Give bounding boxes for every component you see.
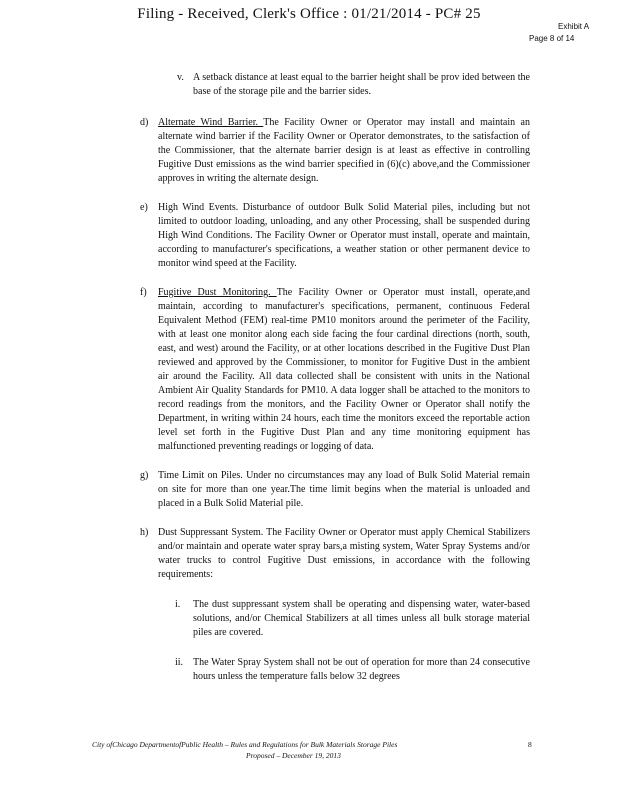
- item-label: h): [140, 527, 149, 538]
- item-text: A setback distance at least equal to the barrier height shall be prov ided between the base of the storage pile and the barrier sides.: [193, 72, 530, 97]
- item-title: Alternate Wind Barrier.: [158, 117, 264, 128]
- item-g: [140, 469, 530, 511]
- item-text: High Wind Events. Disturbance of outdoor Bulk Solid Material piles, including but not limited to outdoor loading, unloading, and any other Processing, shall be suspended during High Wind Conditions. The Facility Owner or Operator must install, operate and maintain, according to manufacturer's specifications, a weather station or other permanent device to monitor wind speed at the Facility.: [158, 202, 530, 269]
- page-counter: Page 8 of 14: [529, 34, 575, 43]
- subitem-label: ii.: [175, 657, 184, 668]
- footer-text: City ofChicago DepartmentofPublic Health – Rules and Regulations for Bulk Materials Storage Piles: [92, 740, 398, 749]
- item-d: [140, 116, 530, 186]
- item-h: [140, 526, 530, 684]
- item-label: v.: [177, 72, 184, 83]
- subitem-ii: [175, 656, 530, 684]
- exhibit-label: Exhibit A: [558, 22, 590, 31]
- filing-header: Filing - Received, Clerk's Office : 01/21/2014 - PC# 25: [137, 6, 481, 22]
- document-body: [140, 71, 530, 699]
- item-body: Dust Suppressant System. The Facility Owner or Operator must apply Chemical Stabilizers and/or maintain and operate water spray bars,a misting system, Water Spray Systems and/or water trucks to control Fugitive Dust emissions, in accordance with the following requirements:: [158, 527, 530, 580]
- item-f: [140, 286, 530, 454]
- item-v: [177, 71, 530, 99]
- item-title: Fugitive Dust Monitoring.: [158, 287, 277, 298]
- item-body: The Facility Owner or Operator must install, operate,and maintain, according to manufacturer's specifications, permanent, continuous Federal Equivalent Method (FEM) real-time PM10 monitors around the perimeter of the Facility, with at least one monitor along each side facing the four cardinal directions (north, south, east, and west) around the Facility, or at other locations described in the Fugitive Dust Plan reviewed and approved by the Commissioner, to monitor for Fugitive Dust in the ambient air around the Facility. All data collected shall be consistent with units in the National Ambient Air Quality Standards for PM10. A data logger shall be attached to the monitors to record readings from the monitors, and the Facility Owner or Operator shall notify the Department, in writing within 24 hours, each time the monitors exceed the reportable action level set forth in the Fugitive Dust Plan and any time monitoring equipment has malfunctioned preventing readings or logging of data.: [158, 287, 531, 452]
- item-body: The Facility Owner or Operator may install and maintain an alternate wind barrier if the Facility Owner or Operator demonstrates, to the satisfaction of the Commissioner, that the alternate barrier design is at least as effective in controlling Fugitive Dust emissions as the wind barrier specified in (6)(c) above,and the Commissioner approves in writing the alternate design.: [158, 117, 530, 184]
- footer-page-number: 8: [528, 740, 532, 749]
- item-e: [140, 201, 530, 271]
- item-label: e): [140, 202, 148, 213]
- subitem-i: [175, 598, 530, 640]
- item-label: g): [140, 470, 149, 481]
- item-label: f): [140, 287, 147, 298]
- item-label: d): [140, 117, 149, 128]
- subitem-text: The dust suppressant system shall be operating and dispensing water, water-based solutions, and/or Chemical Stabilizers at all times unless all bulk storage material piles are covered.: [193, 599, 530, 638]
- subitem-label: i.: [175, 599, 181, 610]
- footer-line: [92, 740, 532, 749]
- item-text: [158, 116, 530, 186]
- item-text: [158, 286, 530, 454]
- footer-date: Proposed – December 19, 2013: [246, 751, 341, 760]
- item-text: [158, 526, 530, 684]
- item-text: Time Limit on Piles. Under no circumstances may any load of Bulk Solid Material remain on site for more than one year.The time limit begins when the material is unloaded and placed in a Bulk Solid Material pile.: [158, 470, 530, 509]
- subitem-text: The Water Spray System shall not be out of operation for more than 24 consecutive hours unless the temperature falls below 32 degrees: [193, 657, 530, 682]
